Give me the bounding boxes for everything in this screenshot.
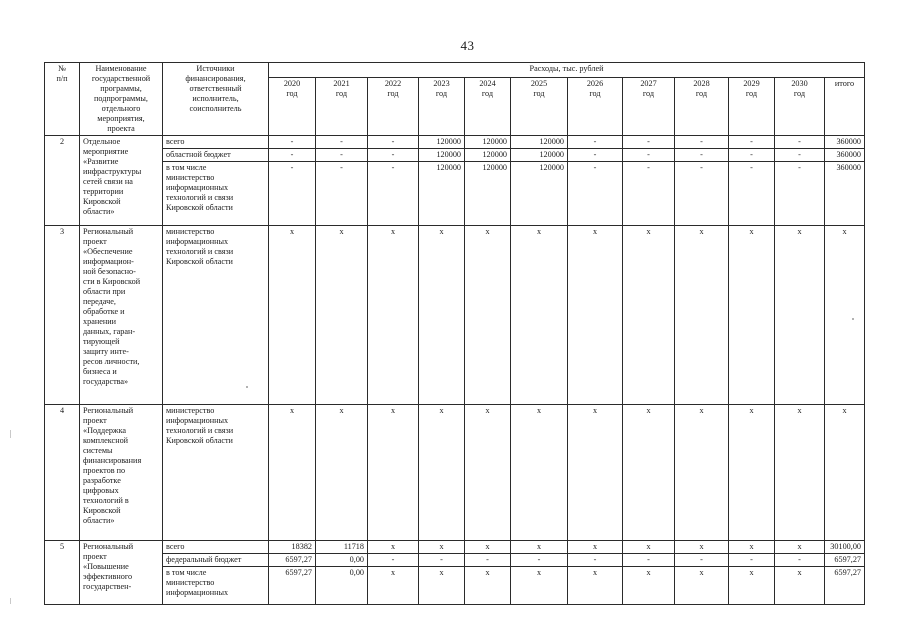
funding-source: министерство информационных технологий и связи Кировской области [163,226,269,405]
funding-source: министерство информационных технологий и связи Кировской области [163,405,269,541]
header-year: 2025 год [511,78,568,136]
year-value: - [568,136,623,149]
header-year: 2029 год [729,78,775,136]
row-title: Отдельное мероприятие «Развитие инфраструктуры сетей связи на территории Кировской области» [80,136,163,226]
year-value: х [419,405,465,541]
year-value: х [568,405,623,541]
header-year: 2028 год [675,78,729,136]
table-row [45,567,865,605]
year-value: - [623,149,675,162]
year-value: 0,00 [316,554,368,567]
year-value: х [775,226,825,405]
year-value: - [269,162,316,226]
header-year: 2021 год [316,78,368,136]
year-value: 11718 [316,541,368,554]
header-row-top [45,63,865,78]
year-value: - [316,162,368,226]
header-num-text: № п/п [56,64,68,83]
year-value: - [568,149,623,162]
year-value: х [675,405,729,541]
year-value: х [623,226,675,405]
funding-source: в том числе министерство информационных [163,567,269,605]
year-value: - [729,162,775,226]
year-value: х [568,541,623,554]
header-year: 2026 год [568,78,623,136]
year-value: - [368,136,419,149]
row-number: 5 [45,541,80,605]
year-value: - [675,162,729,226]
total-value: х [825,226,865,405]
header-num [45,63,80,136]
header-total: итого [825,78,865,136]
year-value: х [465,541,511,554]
year-value: х [729,567,775,605]
header-source [163,63,269,136]
year-value: 120000 [419,136,465,149]
funding-source: всего [163,541,269,554]
year-value: х [511,405,568,541]
table-body [45,136,865,605]
header-source-text: Источники финансирования, ответственный исполнитель, соисполнитель [185,64,246,113]
year-value: х [511,541,568,554]
year-value: - [269,149,316,162]
year-value: х [568,567,623,605]
table-row [45,541,865,554]
table-row [45,405,865,541]
total-value: 360000 [825,162,865,226]
year-value: 120000 [419,162,465,226]
header-name [80,63,163,136]
total-value: 360000 [825,136,865,149]
year-value: х [316,405,368,541]
year-value: х [675,541,729,554]
row-title: Региональный проект «Обеспечение информацион- ной безопасно- сти в Кировской области при передаче, обработке и хранении данных, гаран- тирующей защиту инте- ресов личности, бизнеса и государства» [80,226,163,405]
funding-source: областной бюджет [163,149,269,162]
year-value: - [623,136,675,149]
row-title: Региональный проект «Поддержка комплексной системы финансирования проектов по разработке цифровых технологий в Кировской области» [80,405,163,541]
year-value: - [419,554,465,567]
year-value: - [775,554,825,567]
page-number: 43 [460,38,475,53]
year-value: х [316,226,368,405]
year-value: 6597,27 [269,554,316,567]
year-value: - [269,136,316,149]
year-value: - [368,554,419,567]
row-number: 4 [45,405,80,541]
year-value: х [368,405,419,541]
year-value: - [316,136,368,149]
year-value: х [465,567,511,605]
row-number: 3 [45,226,80,405]
year-value: - [623,162,675,226]
year-value: - [729,554,775,567]
year-value: 6597,27 [269,567,316,605]
year-value: 120000 [511,136,568,149]
year-value: х [568,226,623,405]
year-value: х [511,226,568,405]
total-value: 6597,27 [825,554,865,567]
year-value: х [419,541,465,554]
year-value: - [465,554,511,567]
row-number: 2 [45,136,80,226]
year-value: х [775,541,825,554]
year-value: х [511,567,568,605]
year-value: - [568,162,623,226]
year-value: - [775,136,825,149]
year-value: 120000 [419,149,465,162]
year-value: х [368,226,419,405]
scan-artifact [10,430,11,438]
header-year: 2030 год [775,78,825,136]
year-value: - [775,162,825,226]
table-row [45,226,865,405]
table-row [45,136,865,149]
year-value: 120000 [511,162,568,226]
year-value: 18382 [269,541,316,554]
table-row [45,149,865,162]
header-year: 2027 год [623,78,675,136]
year-value: х [368,541,419,554]
header-year: 2020 год [269,78,316,136]
year-value: - [675,149,729,162]
year-value: х [419,567,465,605]
year-value: х [465,405,511,541]
scan-artifact [10,598,11,604]
year-value: - [568,554,623,567]
total-value: 6597,27 [825,567,865,605]
total-value: х [825,405,865,541]
funding-source: федеральный бюджет [163,554,269,567]
year-value: х [623,405,675,541]
year-value: х [775,405,825,541]
year-value: х [368,567,419,605]
header-expenses: Расходы, тыс. рублей [269,63,865,78]
year-value: 120000 [511,149,568,162]
year-value: х [623,541,675,554]
year-value: х [269,226,316,405]
year-value: х [775,567,825,605]
year-value: х [675,226,729,405]
year-value: х [729,405,775,541]
expenses-table [44,62,865,605]
year-value: х [269,405,316,541]
year-value: х [419,226,465,405]
year-value: 120000 [465,162,511,226]
year-value: х [623,567,675,605]
year-value: х [729,226,775,405]
year-value: - [775,149,825,162]
header-name-text: Наименование государственной программы, подпрограммы, отдельного мероприятия, проекта [91,64,151,133]
year-value: 0,00 [316,567,368,605]
year-value: - [675,136,729,149]
year-value: х [675,567,729,605]
funding-source: всего [163,136,269,149]
funding-source: в том числе министерство информационных технологий и связи Кировской области [163,162,269,226]
total-value: 360000 [825,149,865,162]
year-value: 120000 [465,136,511,149]
year-value: - [511,554,568,567]
year-value: - [623,554,675,567]
year-value: - [368,162,419,226]
header-year: 2022 год [368,78,419,136]
year-value: - [675,554,729,567]
row-title: Региональный проект «Повышение эффективного государствен- [80,541,163,605]
year-value: 120000 [465,149,511,162]
header-year: 2024 год [465,78,511,136]
total-value: 30100,00 [825,541,865,554]
year-value: - [316,149,368,162]
header-year: 2023 год [419,78,465,136]
year-value: х [465,226,511,405]
year-value: - [729,136,775,149]
table-row [45,554,865,567]
table-row [45,162,865,226]
year-value: - [729,149,775,162]
year-value: - [368,149,419,162]
year-value: х [729,541,775,554]
